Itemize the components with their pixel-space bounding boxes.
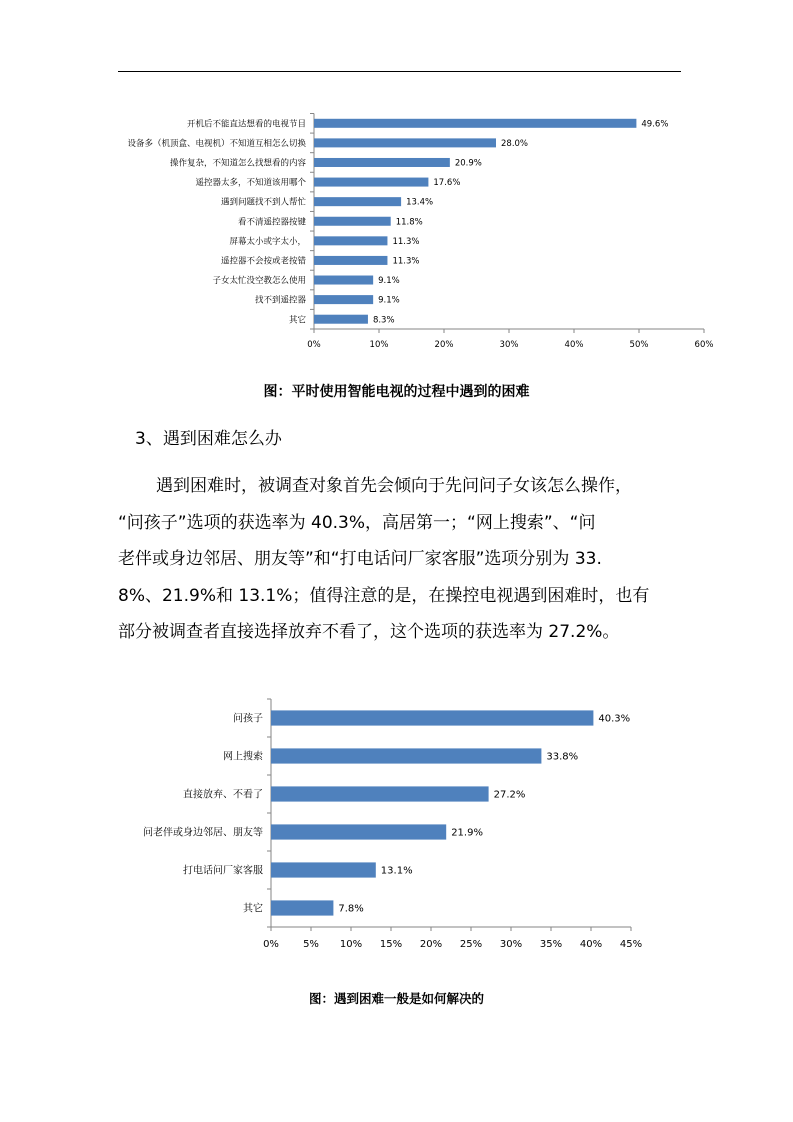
data-label: 13.1% (380, 865, 413, 877)
x-tick-label: 40% (564, 340, 584, 350)
x-tick-label: 50% (629, 340, 649, 350)
data-label: 13.4% (406, 197, 434, 208)
bar (271, 900, 333, 915)
data-label: 40.3% (598, 713, 631, 725)
category-label: 遥控器不会按或老按错 (220, 256, 306, 267)
category-label: 遇到问题找不到人帮忙 (220, 197, 306, 208)
paragraph-line: 老伴或身边邻居、朋友等”和“打电话问厂家客服”选项分别为 33. (118, 549, 602, 569)
bar (271, 748, 541, 763)
bar (314, 197, 401, 206)
x-tick-label: 5% (303, 939, 319, 950)
category-label: 看不清遥控器按键 (237, 217, 306, 228)
bar (271, 710, 593, 725)
bar (314, 256, 387, 265)
x-tick-label: 15% (379, 939, 403, 950)
bar (314, 295, 373, 304)
bar (314, 178, 428, 187)
data-label: 8.3% (372, 315, 395, 326)
category-label: 开机后不能直达想看的电视节目 (186, 119, 306, 130)
data-label: 7.8% (338, 903, 364, 915)
category-label: 问老伴或身边邻居、朋友等 (143, 827, 263, 839)
category-label: 找不到遥控器 (254, 295, 306, 306)
data-label: 49.6% (641, 119, 669, 130)
body-paragraph (118, 468, 678, 651)
header-rule (118, 71, 681, 72)
data-label: 17.6% (433, 178, 461, 189)
x-tick-label: 25% (459, 939, 483, 950)
x-tick-label: 20% (434, 340, 454, 350)
category-label: 问孩子 (233, 713, 263, 725)
difficulties-bar-chart (0, 95, 793, 365)
category-label: 遥控器太多，不知道该用哪个 (195, 178, 306, 189)
bar (314, 217, 391, 226)
category-label: 打电话问厂家客服 (183, 865, 263, 877)
x-tick-label: 60% (694, 340, 714, 350)
data-label: 21.9% (451, 827, 483, 839)
data-label: 11.3% (392, 256, 420, 267)
data-label: 28.0% (501, 138, 529, 149)
section-heading: 3、遇到困难怎么办 (135, 429, 282, 449)
x-tick-label: 35% (539, 939, 563, 950)
x-tick-label: 0% (307, 340, 321, 350)
paragraph-line: “问孩子”选项的获选率为 40.3%，高居第一；“网上搜索”、“问 (118, 512, 596, 533)
bar (271, 786, 489, 801)
chart2-caption: 图：遇到困难一般是如何解决的 (308, 991, 484, 1006)
bar (271, 824, 446, 839)
paragraph-line: 遇到困难时，被调查对象首先会倾向于先问问子女该怎么操作， (156, 476, 632, 496)
bar (314, 276, 373, 285)
bar (314, 236, 387, 245)
data-label: 9.1% (378, 276, 400, 287)
data-label: 9.1% (378, 295, 400, 306)
category-label: 设备多（机顶盒、电视机）不知道互相怎么切换 (127, 138, 306, 149)
data-label: 11.8% (395, 217, 423, 228)
x-tick-label: 45% (619, 939, 643, 950)
data-label: 20.9% (454, 158, 482, 169)
paragraph-line: 部分被调查者直接选择放弃不看了，这个选项的获选率为 27.2%。 (118, 622, 620, 642)
data-label: 27.2% (493, 789, 526, 801)
x-tick-label: 10% (369, 340, 389, 350)
chart1-caption: 图：平时使用智能电视的过程中遇到的困难 (263, 384, 530, 400)
paragraph-line: 8%、21.9%和 13.1%；值得注意的是，在操控电视遇到困难时，也有 (118, 585, 650, 606)
category-label: 子女太忙没空教怎么使用 (212, 276, 306, 287)
x-tick-label: 40% (579, 939, 603, 950)
x-tick-label: 30% (499, 939, 523, 950)
solutions-bar-chart (0, 695, 793, 960)
bar (314, 138, 496, 147)
data-label: 11.3% (392, 236, 420, 247)
category-label: 网上搜索 (223, 751, 263, 763)
x-tick-label: 0% (263, 939, 279, 950)
bar (314, 119, 636, 128)
bar (314, 158, 450, 167)
x-tick-label: 30% (499, 340, 519, 350)
bar (271, 862, 376, 877)
category-label: 其它 (243, 903, 263, 915)
category-label: 其它 (288, 315, 306, 326)
category-label: 屏幕太小或字太小， (229, 236, 306, 247)
category-label: 操作复杂，不知道怎么找想看的内容 (169, 158, 306, 169)
x-tick-label: 20% (419, 939, 443, 950)
category-label: 直接放弃、不看了 (183, 789, 263, 801)
bar (314, 315, 368, 324)
x-tick-label: 10% (339, 939, 363, 950)
data-label: 33.8% (546, 751, 579, 763)
